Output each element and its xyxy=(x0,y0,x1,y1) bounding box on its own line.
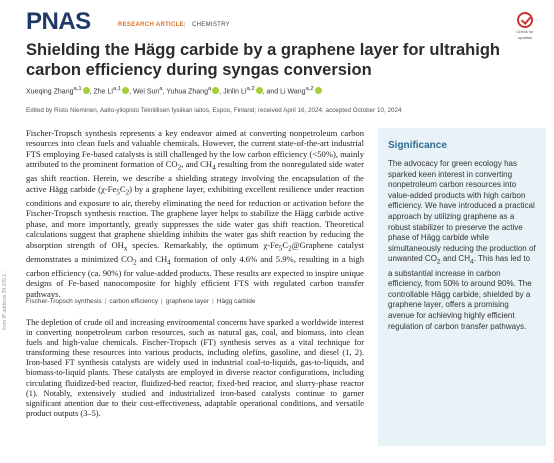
author-affiliation: a,2 xyxy=(305,86,314,92)
subscript: x xyxy=(123,244,128,253)
author-name[interactable]: Zhe Li xyxy=(93,88,113,96)
keywords-list xyxy=(26,298,255,305)
orcid-icon[interactable] xyxy=(256,87,263,94)
keyword-separator: | xyxy=(212,298,214,305)
subscript: 5 xyxy=(278,244,283,253)
author-affiliation: a,2 xyxy=(246,86,255,92)
body-paragraph: The depletion of crude oil and increasing environmental concerns have sparked a worldwide interest in converting nonpetroleum carbon resources, such as natural gas, coal, and biomass, into clean fuels and high-value chemicals. Fischer-Tropsch (FT) synthesis serves as a vital technique for transforming these resources into various products, including olefins, gasoline, and diesel (1, 2). Iron-based FT synthesis catalysts are widely used in industrial coal-to-liquids, gas-to-liquids, and biomass-to-liquid plants. These catalysts are employed in diverse reactor configurations, including circulating fluidized-bed reactor, fluidized-bed reactor, fixed-bed reactor, and slurry-phase reactor (1). Notably, extensively studied and industrialized iron-based catalysts continue to garner significant attention due to their cost-effectiveness, adaptable operational conditions, and versatile product outputs (3–5). xyxy=(26,318,364,418)
significance-text-part: and CH xyxy=(440,254,470,264)
subscript: 2 xyxy=(177,163,182,172)
pnas-logo[interactable]: PNAS xyxy=(26,8,91,35)
author-name[interactable]: Li Wang xyxy=(280,88,306,96)
orcid-icon[interactable] xyxy=(212,87,219,94)
article-type-label[interactable]: RESEARCH ARTICLE xyxy=(118,22,184,28)
badge-text-line1: Check for xyxy=(516,29,534,34)
subscript: 2 xyxy=(133,258,137,267)
abstract-text: and CH xyxy=(136,253,168,264)
badge-text-line2: updates xyxy=(517,35,533,40)
orcid-icon[interactable] xyxy=(122,87,129,94)
download-watermark: from IP address 39.105.1... xyxy=(2,269,8,330)
abstract xyxy=(26,128,364,299)
orcid-icon[interactable] xyxy=(315,87,322,94)
check-updates-icon xyxy=(517,12,533,28)
keyword-separator: | xyxy=(161,298,163,305)
subscript: 4 xyxy=(469,258,474,266)
abstract-text: formation of only 4.6% and 5.9%, resulting in a high carbon efficiency (ca. 90%) for value-added products. These results are expected to inspire unique designs of Fe-based nanocomposite for highly efficient FTS with regulated carbon transfer pathways. xyxy=(26,253,364,299)
author-list: Xueqing Zhang$^{a,1}$ , Zhe Li$^{a,1}$ , Wei Sun$^a$, Yuhua Zhang$^a$ , Jinlin Li$^{a,2}$ , and Li Wang$^{a,2}$ xyxy=(26,86,322,95)
significance-text-part: The advocacy for green ecology has sparked keen interest in converting nonpetroleum carbon resources into value-added products with high carbon efficiency. We have introduced a practical approach by utilizing graphene as a robust stabilizer to preserve the active phase of Hägg carbide while simultaneously reducing the production of unwanted CO xyxy=(388,159,536,264)
journal-header xyxy=(26,8,544,40)
editorial-note: Edited by Risto Nieminen, Aalto-yliopisto Teknillisen fysiikan laitos, Espoo, Finland; received April 16, 2024; accepted October 10, 2024 xyxy=(26,107,402,114)
orcid-icon[interactable] xyxy=(83,87,90,94)
author-name[interactable]: Yuhua Zhang xyxy=(166,88,208,96)
abstract-text: C xyxy=(119,183,126,194)
category-label[interactable]: CHEMISTRY xyxy=(192,22,230,28)
article-title: Shielding the Hägg carbide by a graphene layer for ultrahigh carbon efficiency during syngas conversion xyxy=(26,41,501,79)
author-affiliation: a xyxy=(159,86,163,92)
keyword[interactable]: carbon efficiency xyxy=(109,298,158,305)
abstract-text: species. Remarkably, the optimum χ-Fe xyxy=(127,239,279,250)
author-affiliation: a xyxy=(207,86,212,92)
abstract-text: @Graphene catalyst demonstrates a minimized CO xyxy=(26,239,364,264)
author-affiliation: a,1 xyxy=(73,86,82,92)
abstract-text: , and CH xyxy=(181,159,213,170)
abstract-text: C xyxy=(282,239,289,250)
subscript: 2 xyxy=(288,244,292,253)
author-name[interactable]: Wei Sun xyxy=(132,88,160,96)
keyword[interactable]: Fischer-Tropsch synthesis xyxy=(26,298,102,305)
significance-text xyxy=(388,159,536,332)
subscript: 4 xyxy=(167,258,171,267)
author-name[interactable]: Jinlin Li xyxy=(223,88,247,96)
significance-text-part: . This has led to a substantial increase in carbon efficiency, from 50% to around 90%. The controllable Hägg carbide, shielded by a graphene layer, offers a promising avenue for achieving highly efficient regulation of carbon transfer pathways. xyxy=(388,254,532,331)
abstract-text: Fischer-Tropsch synthesis represents a key endeavor aimed at converting nonpetroleum carbon resources into clean fuels and valuable chemicals. However, the current state-of-the-art industrial FTS employing Fe-based catalysts is still challenged by the low carbon efficiency (<50%), mainly attributed to the prominent formation of CO xyxy=(26,128,364,170)
author-affiliation: a,1 xyxy=(112,86,122,92)
subscript: 5 xyxy=(116,188,120,197)
keyword[interactable]: Hägg carbide xyxy=(216,298,256,305)
significance-title: Significance xyxy=(388,140,447,151)
check-for-updates-badge[interactable] xyxy=(514,12,536,40)
author-conjunction: and xyxy=(266,88,279,96)
keyword[interactable]: graphene layer xyxy=(165,298,210,305)
significance-box xyxy=(378,128,546,446)
subscript: 4 xyxy=(212,163,216,172)
keyword-separator: | xyxy=(104,298,107,305)
category-separator: | xyxy=(184,22,186,28)
subscript: 2 xyxy=(436,258,441,266)
abstract-text: ) by a graphene layer, exhibiting excellent resilience under reaction conditions and exposure to air, thereby eliminating the need for reduction or activation before the Fischer-Tropsch synthesis reaction. The graphene layer helps to stabilize the Hägg carbide active phase, and more importantly, greatly suppresses the side water gas shift reaction. Theoretical calculations suggest that graphene shielding inhibits the water gas shift reaction by reducing the absorption strength of OH xyxy=(26,183,364,250)
subscript: 2 xyxy=(125,188,130,197)
author-name[interactable]: Xueqing Zhang xyxy=(26,88,74,96)
abstract-text: resulting from the nonregulated side water gas shift reaction. Herein, we describe a shielding strategy involving the encapsulation of the active Hägg carbide (χ-Fe xyxy=(26,159,364,194)
